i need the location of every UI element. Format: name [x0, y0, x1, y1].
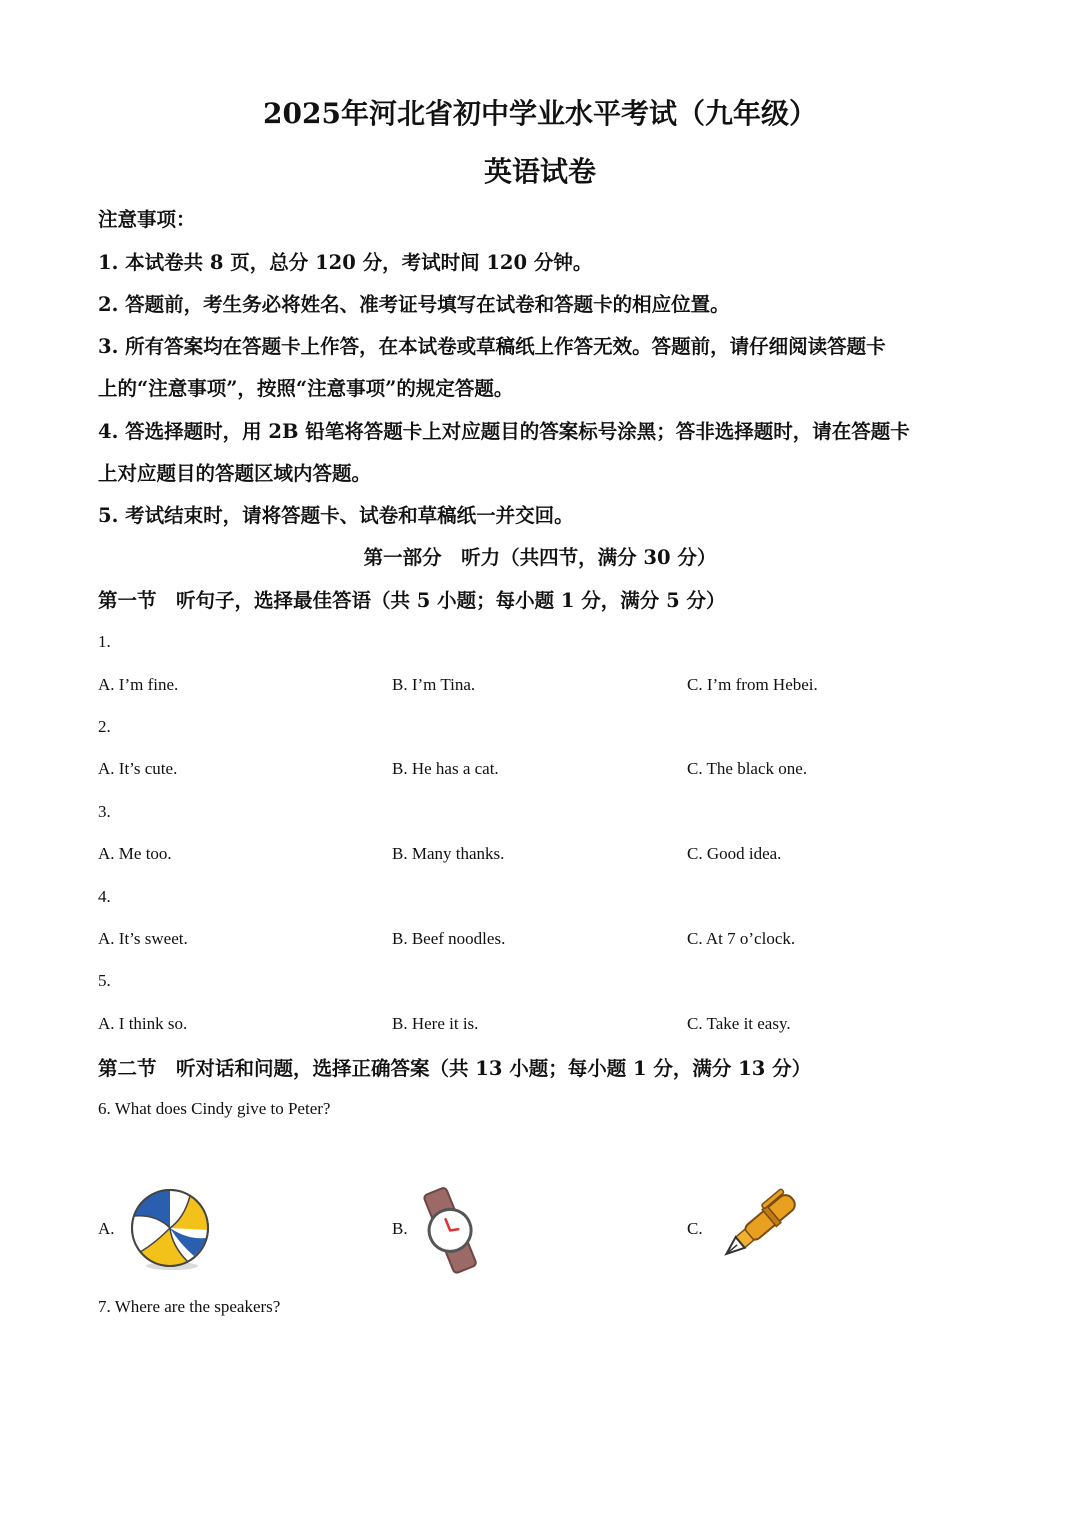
option-a-label: A.	[98, 1219, 115, 1238]
note-line: 4. 答选择题时，用 2B 铅笔将答题卡上对应题目的答案标号涂黑；答非选择题时，请在答题卡	[98, 420, 910, 443]
watch-icon	[416, 1186, 486, 1274]
option-b: B. Here it is.	[392, 1014, 479, 1033]
option-b: B. Beef noodles.	[392, 929, 506, 948]
option-a: A. It’s sweet.	[98, 929, 188, 948]
option-c-label: C.	[687, 1219, 703, 1238]
volleyball-icon	[128, 1188, 212, 1272]
option-b: B. I’m Tina.	[392, 675, 476, 694]
option-c: C. At 7 o’clock.	[687, 929, 796, 948]
question-7-text: 7. Where are the speakers?	[98, 1297, 281, 1316]
fountain-pen-icon	[716, 1186, 808, 1270]
option-a: A. It’s cute.	[98, 759, 178, 778]
note-line: 2. 答题前，考生务必将姓名、准考证号填写在试卷和答题卡的相应位置。	[98, 293, 730, 316]
section2-title: 第二节 听对话和问题，选择正确答案（共 13 小题；每小题 1 分，满分 13 分）	[98, 1057, 812, 1080]
option-b: B. He has a cat.	[392, 759, 499, 778]
option-c: C. Take it easy.	[687, 1014, 791, 1033]
note-line: 5. 考试结束时，请将答题卡、试卷和草稿纸一并交回。	[98, 504, 574, 527]
option-a: A. I’m fine.	[98, 675, 179, 694]
option-a: A. Me too.	[98, 844, 172, 863]
option-c: C. Good idea.	[687, 844, 782, 863]
section1-title: 第一节 听句子，选择最佳答语（共 5 小题；每小题 1 分，满分 5 分）	[98, 589, 726, 612]
question-number: 5.	[98, 971, 111, 990]
part1-title: 第一部分 听力（共四节，满分 30 分）	[363, 546, 717, 569]
note-line: 1. 本试卷共 8 页，总分 120 分，考试时间 120 分钟。	[98, 251, 593, 274]
option-c: C. The black one.	[687, 759, 808, 778]
question-6-text: 6. What does Cindy give to Peter?	[98, 1099, 331, 1118]
question-number: 1.	[98, 632, 111, 651]
note-line: 上对应题目的答题区域内答题。	[98, 462, 372, 485]
page-title: 2025年河北省初中学业水平考试（九年级）	[263, 97, 817, 130]
question-number: 2.	[98, 717, 111, 736]
page-subtitle: 英语试卷	[483, 155, 596, 188]
note-line: 上的“注意事项”，按照“注意事项”的规定答题。	[98, 377, 514, 400]
notes-heading: 注意事项：	[98, 208, 196, 231]
note-line: 3. 所有答案均在答题卡上作答，在本试卷或草稿纸上作答无效。答题前，请仔细阅读答题卡	[98, 335, 886, 358]
question-number: 3.	[98, 802, 111, 821]
option-c: C. I’m from Hebei.	[687, 675, 818, 694]
option-a: A. I think so.	[98, 1014, 188, 1033]
option-b-label: B.	[392, 1219, 408, 1238]
question-number: 4.	[98, 887, 111, 906]
option-b: B. Many thanks.	[392, 844, 505, 863]
